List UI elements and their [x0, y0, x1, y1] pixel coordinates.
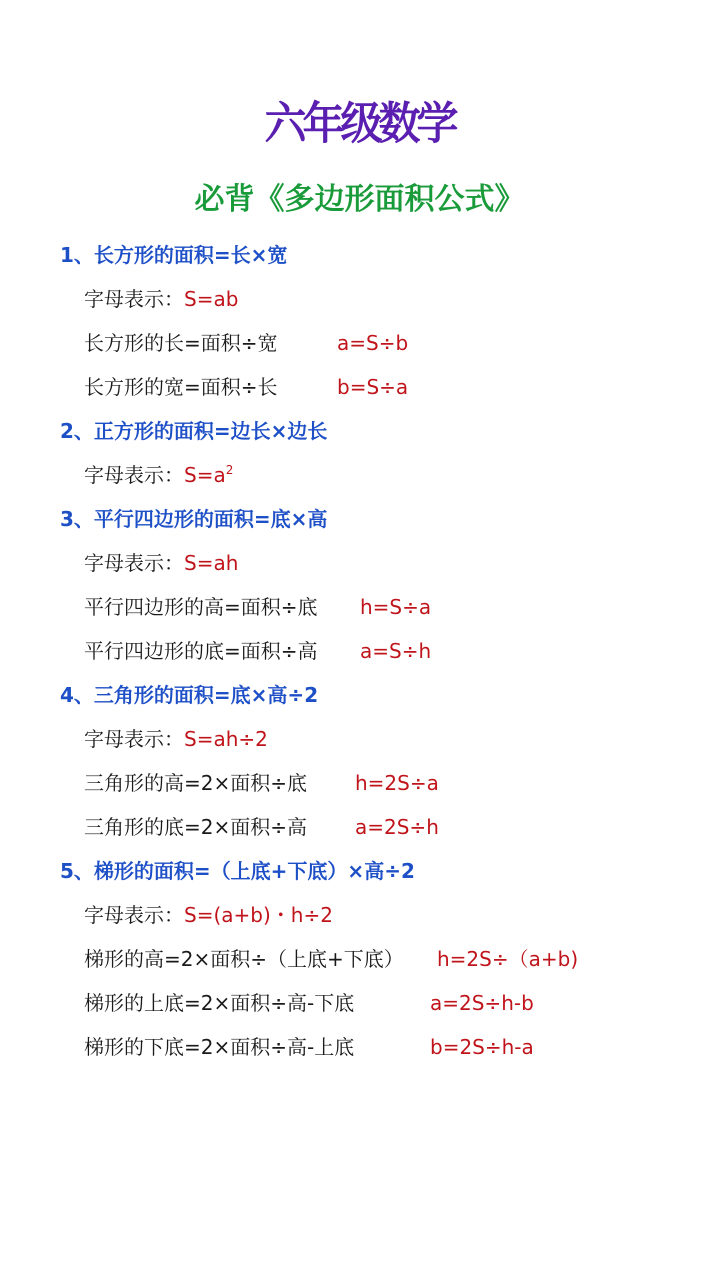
section-1-row-2-text: 长方形的宽=面积÷长 [84, 375, 278, 399]
section-4-row-2-text: 三角形的底=2×面积÷高 [84, 815, 307, 839]
letter-formula: S=ab [184, 287, 239, 311]
section-1-row-1-text: 长方形的长=面积÷宽 [84, 331, 278, 355]
section-3-letter-row [84, 548, 238, 578]
section-5-row-1-formula: h=2S÷（a+b) [437, 947, 579, 971]
section-3-row-2-formula: a=S÷h [360, 639, 432, 663]
section-4-row-1-formula: h=2S÷a [355, 771, 439, 795]
letter-formula: S=a [184, 463, 226, 487]
letter-label: 字母表示： [84, 727, 184, 751]
page-subtitle: 必背《多边形面积公式》 [194, 182, 525, 217]
letter-formula-superscript: 2 [225, 463, 234, 477]
letter-formula: S=ah [184, 551, 239, 575]
section-1-heading: 1、长方形的面积=长×宽 [60, 243, 288, 267]
section-2-letter-row [84, 460, 233, 490]
section-3-row-1-formula: h=S÷a [360, 595, 432, 619]
letter-label: 字母表示： [84, 463, 184, 487]
letter-label: 字母表示： [84, 287, 184, 311]
section-1-row-1-formula: a=S÷b [337, 331, 409, 355]
logo-title: 六年级数学 [264, 97, 455, 150]
letter-label: 字母表示： [84, 903, 184, 927]
section-4-row-2-formula: a=2S÷h [355, 815, 439, 839]
section-1-letter-row [84, 284, 238, 314]
section-4-row-1-text: 三角形的高=2×面积÷底 [84, 771, 307, 795]
section-2-heading: 2、正方形的面积=边长×边长 [60, 419, 328, 443]
section-5-row-2-formula: a=2S÷h-b [430, 991, 534, 1015]
letter-formula: S=ah÷2 [184, 727, 268, 751]
section-4-heading: 4、三角形的面积=底×高÷2 [60, 683, 319, 707]
section-5-letter-row [84, 900, 333, 930]
section-5-row-3-formula: b=2S÷h-a [430, 1035, 534, 1059]
letter-label: 字母表示： [84, 551, 184, 575]
section-1-row-2-formula: b=S÷a [337, 375, 409, 399]
section-5-row-2-text: 梯形的上底=2×面积÷高-下底 [84, 991, 355, 1015]
section-3-row-2-text: 平行四边形的底=面积÷高 [84, 639, 318, 663]
section-3-row-1-text: 平行四边形的高=面积÷底 [84, 595, 318, 619]
section-4-letter-row [84, 724, 268, 754]
section-5-row-1-text: 梯形的高=2×面积÷（上底+下底） [84, 947, 404, 971]
letter-formula: S=(a+b)・h÷2 [184, 903, 333, 927]
section-3-heading: 3、平行四边形的面积=底×高 [60, 507, 328, 531]
section-5-row-3-text: 梯形的下底=2×面积÷高-上底 [84, 1035, 355, 1059]
section-5-heading: 5、梯形的面积=（上底+下底）×高÷2 [60, 859, 415, 883]
